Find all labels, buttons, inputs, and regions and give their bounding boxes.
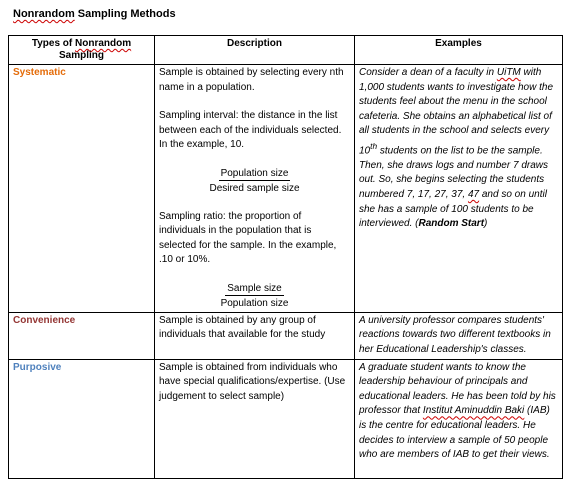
header-types-word2: Nonrandom	[75, 38, 132, 49]
example-cell-purposive	[355, 359, 563, 478]
type-label-purposive: Purposive	[13, 361, 62, 373]
example-text: Consider a dean of a faculty in	[359, 67, 497, 78]
table-row-purposive	[9, 359, 563, 478]
page-title	[13, 8, 176, 20]
example-cell-systematic	[355, 65, 563, 313]
example-cell-convenience: A university professor compares students' reactions towards two different textbooks in her Educational Leadership's classes.	[355, 312, 563, 359]
example-text: (IAB) is the centre for educational leaders. He decides to interview a sample of 50 people who are members of IAB to get their views.	[359, 405, 550, 461]
page-title-word1: Nonrandom	[13, 8, 75, 20]
description-cell-purposive	[155, 359, 355, 478]
example-bold-text: Random Start	[418, 218, 485, 230]
example-text: A graduate student wants to know the leadership behaviour of principals and educational leaders. He has been told by his professor that	[359, 361, 556, 417]
sampling-interval-fraction	[159, 167, 350, 196]
sampling-ratio-fraction	[159, 282, 350, 311]
type-label-convenience: Convenience	[13, 314, 76, 326]
systematic-desc-1: Sample is obtained by selecting every nth name in a population.	[159, 67, 344, 93]
sampling-methods-table	[8, 35, 563, 479]
type-label-systematic: Systematic	[13, 67, 66, 78]
page-title-rest: Sampling Methods	[74, 8, 176, 20]
example-text: 47	[467, 189, 480, 201]
type-cell-systematic	[9, 65, 155, 313]
example-text: )	[484, 218, 488, 230]
header-description: Description	[155, 36, 355, 65]
description-cell-systematic	[155, 65, 355, 313]
fraction-denominator: Desired sample size	[209, 182, 300, 194]
table-row-convenience	[9, 312, 563, 359]
header-types	[9, 36, 155, 65]
example-text: UiTM	[496, 67, 521, 78]
fraction-numerator: Sample size	[227, 282, 282, 294]
systematic-desc-3: Sampling ratio: the proportion of individuals in the population that is selected for the sample. In the example, .10 or 10%.	[159, 210, 337, 266]
example-text: and so on until she has a sample of 100 students to be interviewed. (	[359, 189, 547, 230]
superscript: th	[370, 140, 378, 151]
convenience-desc: Sample is obtained by any group of individuals that available for the study	[159, 314, 326, 341]
header-types-word3: Sampling	[58, 50, 104, 61]
systematic-desc-2: Sampling interval: the distance in the list between each of the individuals selected. In the example, 10.	[159, 110, 342, 151]
fraction-numerator: Population size	[220, 167, 289, 179]
example-text: with 1,000 students wants to investigate how the students feel about the menu in the school cafeteria. She obtains an alphabetical list of all students in the school and selects every 10	[359, 67, 554, 157]
example-text: Institut Aminuddin Baki	[422, 405, 525, 417]
table-row-systematic	[9, 65, 563, 313]
purposive-desc: Sample is obtained from individuals who have special qualifications/expertise. (Use judgement to select sample)	[159, 361, 346, 402]
example-text: students on the list to be the sample. Then, she draws logs and number 7 draws out. So, she begins selecting the students numbered 7, 17, 27, 37,	[359, 145, 548, 201]
type-cell-purposive	[9, 359, 155, 478]
header-types-word1: Types of	[31, 38, 76, 49]
type-cell-convenience	[9, 312, 155, 359]
description-cell-convenience	[155, 312, 355, 359]
fraction-denominator: Population size	[220, 297, 289, 309]
table-header-row	[9, 36, 563, 65]
header-examples: Examples	[355, 36, 563, 65]
